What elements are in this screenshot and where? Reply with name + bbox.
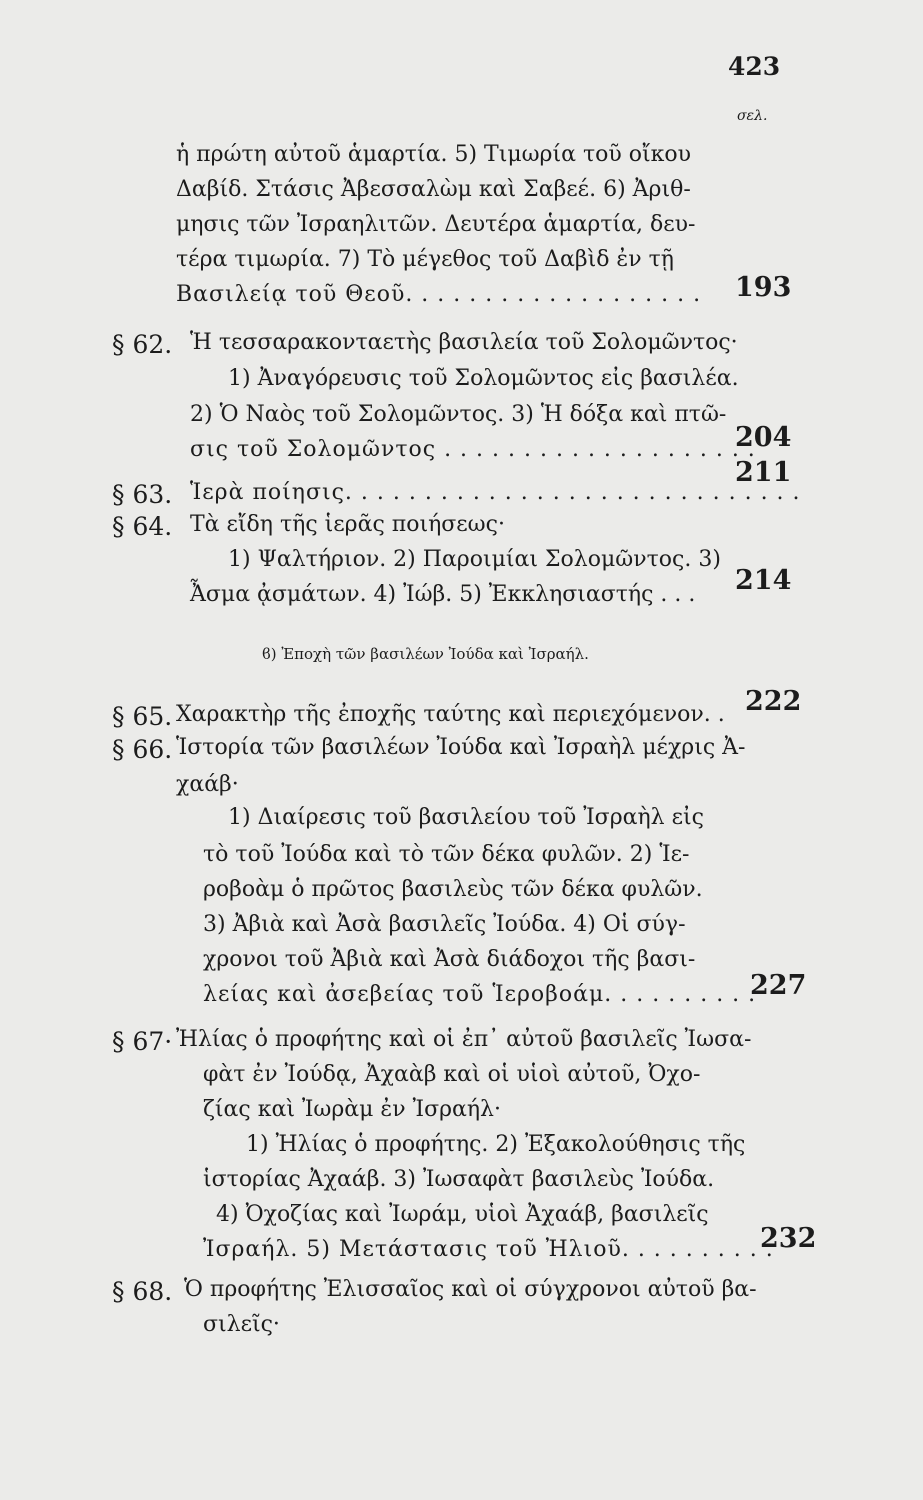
- page-ref: 227: [750, 970, 807, 1001]
- toc-line: 1) Ἠλίας ὁ προφήτης. 2) Ἐξακολούθησις τῆς: [246, 1132, 746, 1157]
- toc-line: σιλεῖς·: [203, 1312, 280, 1337]
- section-64: § 64.: [112, 512, 173, 541]
- toc-line: χαάβ·: [176, 772, 239, 797]
- toc-line: τέρα τιμωρία. 7) Τὸ μέγεθος τοῦ Δαβὶδ ἐν τῇ: [176, 247, 674, 272]
- section-63: § 63.: [112, 480, 173, 509]
- toc-line: ροβοὰμ ὁ πρῶτος βασιλεὺς τῶν δέκα φυλῶν.: [203, 877, 703, 902]
- toc-line: Χαρακτὴρ τῆς ἐποχῆς ταύτης καὶ περιεχόμενον. .: [176, 702, 725, 727]
- section-65: § 65.: [112, 702, 173, 731]
- toc-line: 1) Ψαλτήριον. 2) Παροιμίαι Σολομῶντος. 3): [228, 547, 721, 572]
- page-ref: 222: [745, 686, 802, 717]
- section-67: § 67·: [112, 1027, 173, 1056]
- toc-line: Ἡ τεσσαρακονταετὴς βασιλεία τοῦ Σολομῶντος·: [190, 330, 738, 355]
- toc-line: λείας καὶ ἀσεβείας τοῦ Ἱεροβοάμ. . . . . . . . . .: [203, 982, 757, 1007]
- toc-line: τὸ τοῦ Ἰούδα καὶ τὸ τῶν δέκα φυλῶν. 2) Ἱε-: [203, 842, 690, 867]
- toc-line: Ἱερὰ ποίησις. . . . . . . . . . . . . . . . . . . . . . . . . . . . .: [190, 480, 801, 505]
- section-62: § 62.: [112, 330, 173, 359]
- period-subheading: ϐ) Ἐποχὴ τῶν βασιλέων Ἰούδα καὶ Ἰσραήλ.: [262, 645, 589, 663]
- toc-line: μησις τῶν Ἰσραηλιτῶν. Δευτέρα ἁμαρτία, δευ-: [176, 212, 696, 237]
- toc-line: Τὰ εἴδη τῆς ἱερᾶς ποιήσεως·: [190, 512, 505, 537]
- toc-line: 1) Ἀναγόρευσις τοῦ Σολομῶντος εἰς βασιλέα.: [228, 366, 739, 391]
- toc-line: Δαβίδ. Στάσις Ἀβεσσαλὼμ καὶ Σαβεέ. 6) Ἀριθ-: [176, 177, 691, 202]
- toc-line: 4) Ὀχοζίας καὶ Ἰωράμ, υἱοὶ Ἀχαάβ, βασιλεῖς: [216, 1202, 709, 1227]
- toc-line: φὰτ ἐν Ἰούδᾳ, Ἀχαὰβ καὶ οἱ υἱοὶ αὐτοῦ, Ὀχο-: [203, 1062, 701, 1087]
- toc-line: Ἰσραήλ. 5) Μετάστασις τοῦ Ἠλιοῦ. . . . . . . . . .: [203, 1237, 774, 1262]
- toc-line: Βασιλείᾳ τοῦ Θεοῦ. . . . . . . . . . . . . . . . . . .: [176, 282, 702, 307]
- toc-line: χρονοι τοῦ Ἀβιὰ καὶ Ἀσὰ διάδοχοι τῆς βασι-: [203, 947, 696, 972]
- toc-line: 3) Ἀβιὰ καὶ Ἀσὰ βασιλεῖς Ἰούδα. 4) Οἱ σύγ-: [203, 912, 686, 937]
- toc-line: Ἆσμα ᾀσμάτων. 4) Ἰώβ. 5) Ἐκκλησιαστής . . .: [190, 582, 696, 607]
- toc-line: 1) Διαίρεσις τοῦ βασιλείου τοῦ Ἰσραὴλ εἰς: [228, 805, 704, 830]
- page-ref: 211: [735, 457, 792, 488]
- toc-line: ἡ πρώτη αὐτοῦ ἁμαρτία. 5) Τιμωρία τοῦ οἴκου: [176, 142, 691, 167]
- page-ref: 214: [735, 565, 792, 596]
- toc-line: Ἠλίας ὁ προφήτης καὶ οἱ ἐπ᾿ αὐτοῦ βασιλεῖς Ἰωσα-: [176, 1027, 752, 1052]
- toc-line: 2) Ὁ Ναὸς τοῦ Σολομῶντος. 3) Ἡ δόξα καὶ πτῶ-: [190, 402, 727, 427]
- page-ref: 232: [760, 1223, 817, 1254]
- section-68: § 68.: [112, 1277, 173, 1306]
- page-number: 423: [728, 52, 781, 81]
- page-ref: 193: [735, 272, 792, 303]
- column-header: σελ.: [737, 108, 768, 124]
- toc-line: ζίας καὶ Ἰωρὰμ ἐν Ἰσραήλ·: [203, 1097, 501, 1122]
- page-ref: 204: [735, 422, 792, 453]
- toc-line: Ὁ προφήτης Ἐλισσαῖος καὶ οἱ σύγχρονοι αὐτοῦ βα-: [184, 1277, 757, 1302]
- section-66: § 66.: [112, 735, 173, 764]
- toc-line: ἱστορίας Ἀχαάβ. 3) Ἰωσαφὰτ βασιλεὺς Ἰούδα.: [203, 1167, 715, 1192]
- toc-line: σις τοῦ Σολομῶντος . . . . . . . . . . . . . . . . . . . .: [190, 437, 756, 462]
- toc-line: Ἱστορία τῶν βασιλέων Ἰούδα καὶ Ἰσραὴλ μέχρις Ἀ-: [176, 735, 746, 760]
